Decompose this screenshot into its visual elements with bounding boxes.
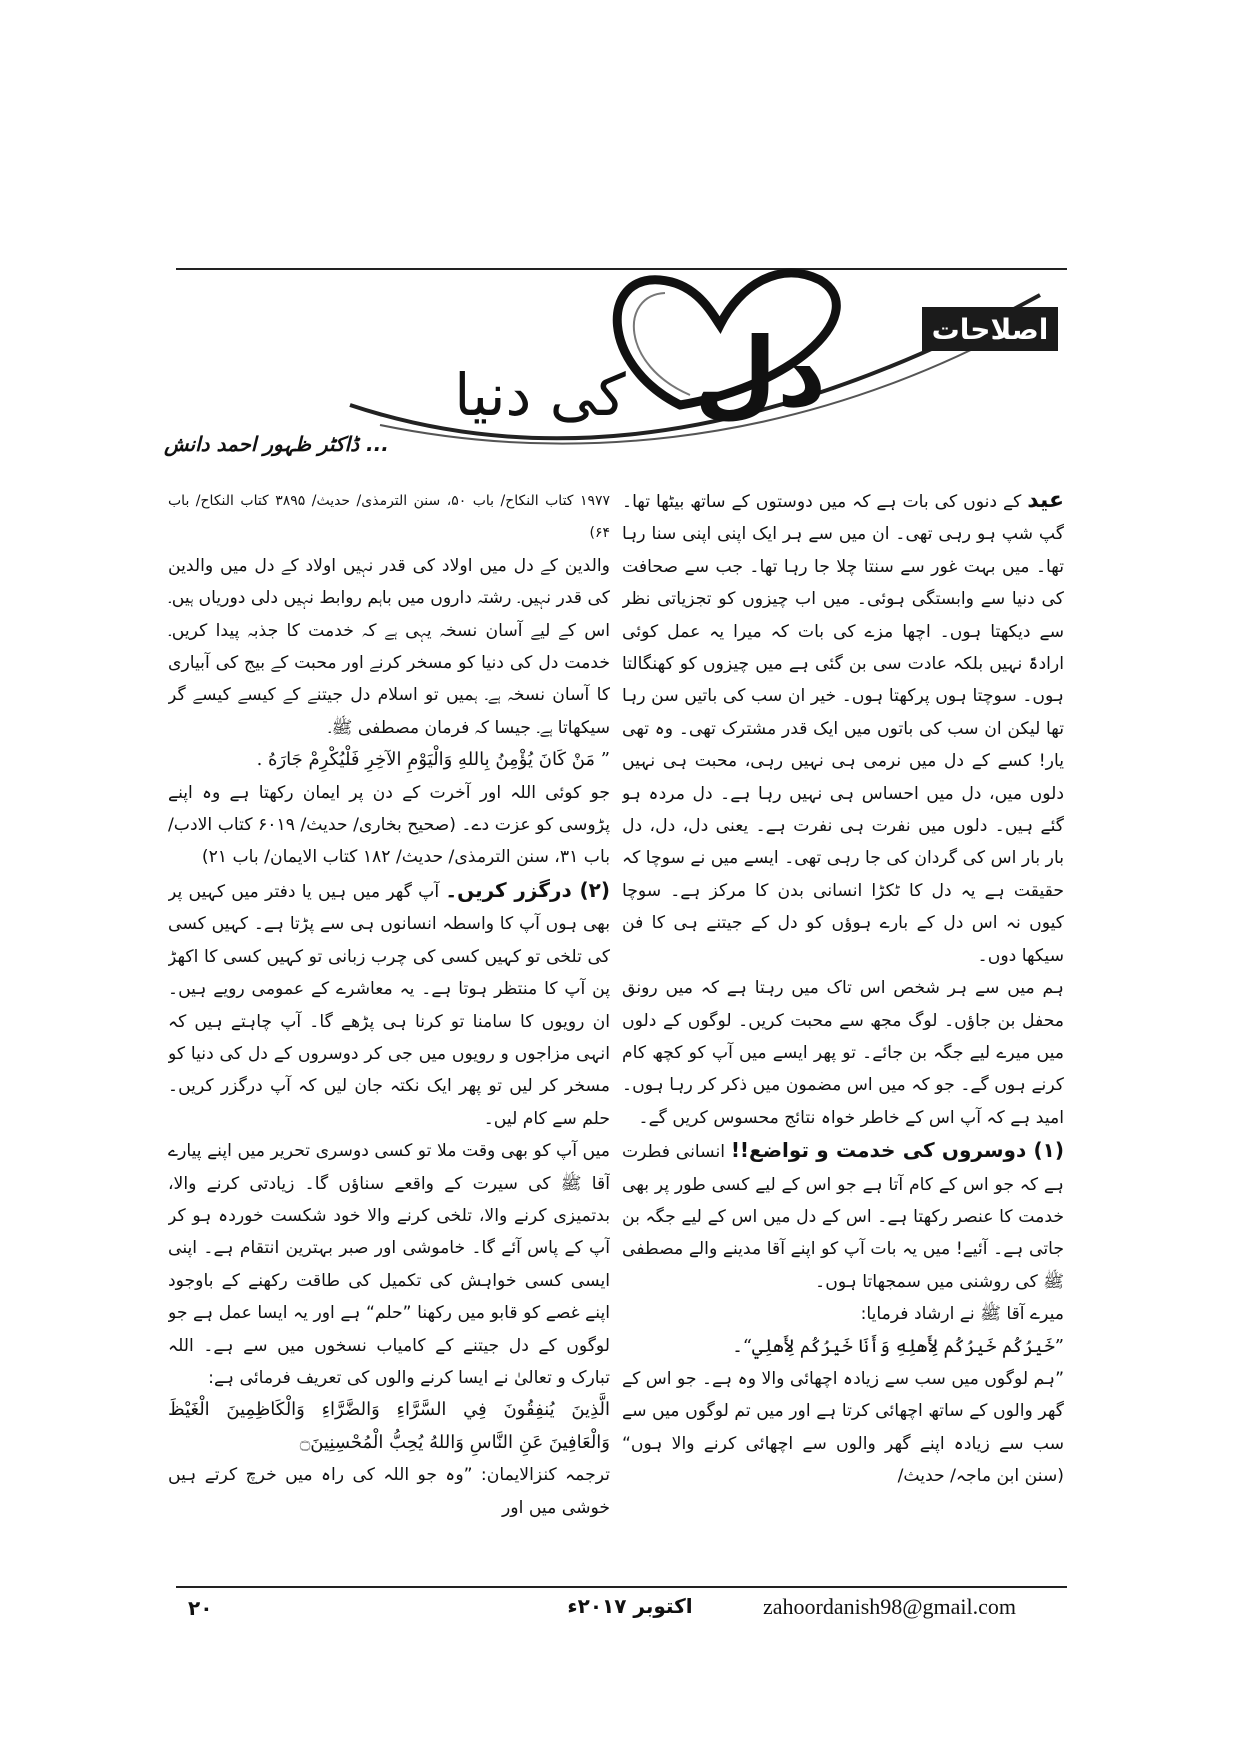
footer-date: اکتوبر ۲۰۱۷ء xyxy=(567,1594,693,1618)
bottom-rule xyxy=(176,1586,1067,1588)
paragraph: کے دنوں کی بات ہے کہ میں دوستوں کے ساتھ بیٹھا تھا۔ گپ شپ ہو رہی تھی۔ ان میں سے ہر ایک اپنی اپنی سنا رہا تھا۔ میں بہت غور سے سنتا چلا جا رہا تھا۔ جب سے صحافت کی دنیا سے وابستگی ہوئی۔ میں اب چیزوں کو تجزیاتی نظر سے دیکھتا ہوں۔ اچھا مزے کی بات کہ میرا یہ عمل کوئی ارادۃً نہیں بلکہ عادت سی بن گئی ہے میں چیزوں کو کھنگالتا ہوں۔ سوچتا ہوں پرکھتا ہوں۔ خیر ان سب کی باتیں سن رہا تھا لیکن ان سب کی باتوں میں ایک قدر مشترک تھی۔ وہ تھی یار! کسے کے دل میں نرمی ہی نہیں رہی، محبت ہی نہیں دلوں میں، دل میں احساس ہی نہیں رہا ہے۔ دل مردہ ہو گئے ہیں۔ دلوں میں نفرت ہی نفرت ہے۔ یعنی دل، دل، دل بار بار اس کی گردان کی جا رہی تھی۔ ایسے میں نے سوچا کہ حقیقت ہے یہ دل کا ٹکڑا انسانی بدن کا مرکز ہے۔ سوچا کیوں نہ اس دل کے بارے ہوؤں کو دل کے جیتنے ہی کا فن سیکھا دوں۔ xyxy=(622,492,1064,966)
paragraph: ”ہم لوگوں میں سب سے زیادہ اچھائی والا وہ ہے۔ جو اس کے گھر والوں کے ساتھ اچھائی کرتا ہے اور میں تم لوگوں میں سے سب سے زیادہ اپنے گھر والوں سے اچھائی کرنے والا ہوں“ (سنن ابن ماجہ/ حدیث/ xyxy=(622,1368,1064,1487)
paragraph: جو کوئی اللہ اور آخرت کے دن پر ایمان رکھتا ہے وہ اپنے پڑوسی کو عزت دے۔ (صحیح بخاری/ حدیث/ ۶۰۱۹ کتاب الادب/ باب ۳۱، سنن الترمذی/ حدیث/ ۱۸۲ کتاب الایمان/ باب ۲۱) xyxy=(168,782,610,868)
arabic-hadith: ”خَيرُكُم خَيرُكُم لِأَهلِهِ وَأَنَا خَيرُكُم لِأَهلِي“۔ xyxy=(732,1335,1064,1357)
paragraph: میں آپ کو بھی وقت ملا تو کسی دوسری تحریر میں اپنے پیارے آقا ﷺ کی سیرت کے واقعے سناؤں گا۔ زیادتی کرنے والا، بدتمیزی کرنے والا، تلخی کرنے والا خود شکست خوردہ ہو کر آپ کے پاس آئے گا۔ خاموشی اور صبر بہترین انتقام ہے۔ اپنی ایسی کسی خواہش کی تکمیل کی طاقت رکھنے کے باوجود اپنے غصے کو قابو میں رکھنا ”حلم“ ہے اور یہ ایسا عمل ہے جو لوگوں کے دل جیتنے کے کامیاب نسخوں میں سے ہے۔ اللہ تبارک و تعالیٰ نے ایسا کرنے والوں کی تعریف فرمائی ہے: xyxy=(168,1141,610,1388)
author-byline: ... ڈاکٹر ظہور احمد دانش xyxy=(164,432,389,456)
right-column xyxy=(622,485,1064,1580)
footer-email: zahoordanish98@gmail.com xyxy=(763,1594,1017,1619)
arabic-hadith: ” مَنْ كَانَ يُؤْمِنُ بِاللهِ وَالْيَوْمِ الآخِرِ فَلْيُكْرِمْ جَارَهُ . xyxy=(256,749,610,771)
arabic-verse: الَّذِينَ يُنفِقُونَ فِي السَّرَّاءِ وَالضَّرَّاءِ وَالْكَاظِمِينَ الْغَيْظَ وَالْعَافِينَ عَنِ النَّاسِ وَاللهُ يُحِبُّ الْمُحْسِنِينَ۝ xyxy=(168,1399,610,1453)
lead-word: عید xyxy=(1027,488,1064,513)
paragraph: میرے آقا ﷺ نے ارشاد فرمایا: xyxy=(860,1304,1064,1325)
paragraph: آپ گھر میں ہیں یا دفتر میں کہیں پر بھی ہوں آپ کا واسطہ انسانوں ہی سے پڑتا ہے۔ کہیں کسی کی تلخی تو کہیں کسی کی چرب زبانی تو کہیں کسی کا اکھڑ پن آپ کا منتظر ہوتا ہے۔ یہ معاشرے کے عمومی رویے ہیں۔ ان رویوں کا سامنا تو کرنا ہی پڑھے گا۔ آپ چاہتے ہیں کہ انہی مزاجوں و رویوں میں جی کر دوسروں کے دل کی دنیا کو مسخر کر لیں تو پھر ایک نکتہ جان لیں کہ آپ درگزر کریں۔ حلم سے کام لیں۔ xyxy=(168,881,610,1129)
paragraph: ترجمہ کنزالایمان: ”وہ جو اللہ کی راہ میں خرچ کرتے ہیں خوشی میں اور xyxy=(168,1465,610,1518)
paragraph: والدین کے دل میں اولاد کی قدر نہیں اولاد کے دل میں والدین کی قدر نہیں۔ رشتہ داروں میں باہم روابط نہیں دلی دوریاں ہیں۔ اس کے لیے آسان نسخہ یہی ہے کہ خدمت کا جذبہ پیدا کریں۔ خدمت دل کی دنیا کو مسخر کرنے اور محبت کے بیج کی آبیاری کا آسان نسخہ ہے۔ ہمیں تو اسلام دل جیتنے کے کیسے کیسے گر سیکھاتا ہے۔ جیسا کہ فرمان مصطفی ﷺ۔ xyxy=(168,555,610,738)
reference: ۱۹۷۷ کتاب النکاح/ باب ۵۰، سنن الترمذی/ حدیث/ ۳۸۹۵ کتاب النکاح/ باب ۶۴) xyxy=(168,493,610,542)
paragraph: انسانی فطرت ہے کہ جو اس کے کام آتا ہے جو اس کے لیے کسی طور پر بھی خدمت کا عنصر رکھتا ہے۔ اس کے دل میں اس کے لیے جگہ بن جاتی ہے۔ آئیے! میں یہ بات آپ کو اپنے آقا مدینے والے مصطفی ﷺ کی روشنی میں سمجھاتا ہوں۔ xyxy=(622,1142,1064,1292)
title-sub: کی دنیا xyxy=(454,361,626,429)
section-heading: (۲) درگزر کریں۔ xyxy=(445,877,610,902)
paragraph: ہم میں سے ہر شخص اس تاک میں رہتا ہے کہ میں رونق محفل بن جاؤں۔ لوگ مجھ سے محبت کریں۔ لوگوں کے دلوں میں میرے لیے جگہ بن جائے۔ تو پھر ایسے میں آپ کو کچھ کام کرنے ہوں گے۔ جو کہ میں اس مضمون میں ذکر کر رہا ہوں۔ امید ہے کہ آپ اس کے خاطر خواہ نتائج محسوس کریں گے۔ xyxy=(622,978,1064,1128)
left-column xyxy=(168,485,610,1580)
page-number: ۲۰ xyxy=(188,1596,213,1620)
section-heading: (۱) دوسروں کی خدمت و تواضع!! xyxy=(730,1138,1064,1163)
section-badge: اصلاحات xyxy=(922,307,1058,351)
title-main: دل xyxy=(693,317,827,429)
